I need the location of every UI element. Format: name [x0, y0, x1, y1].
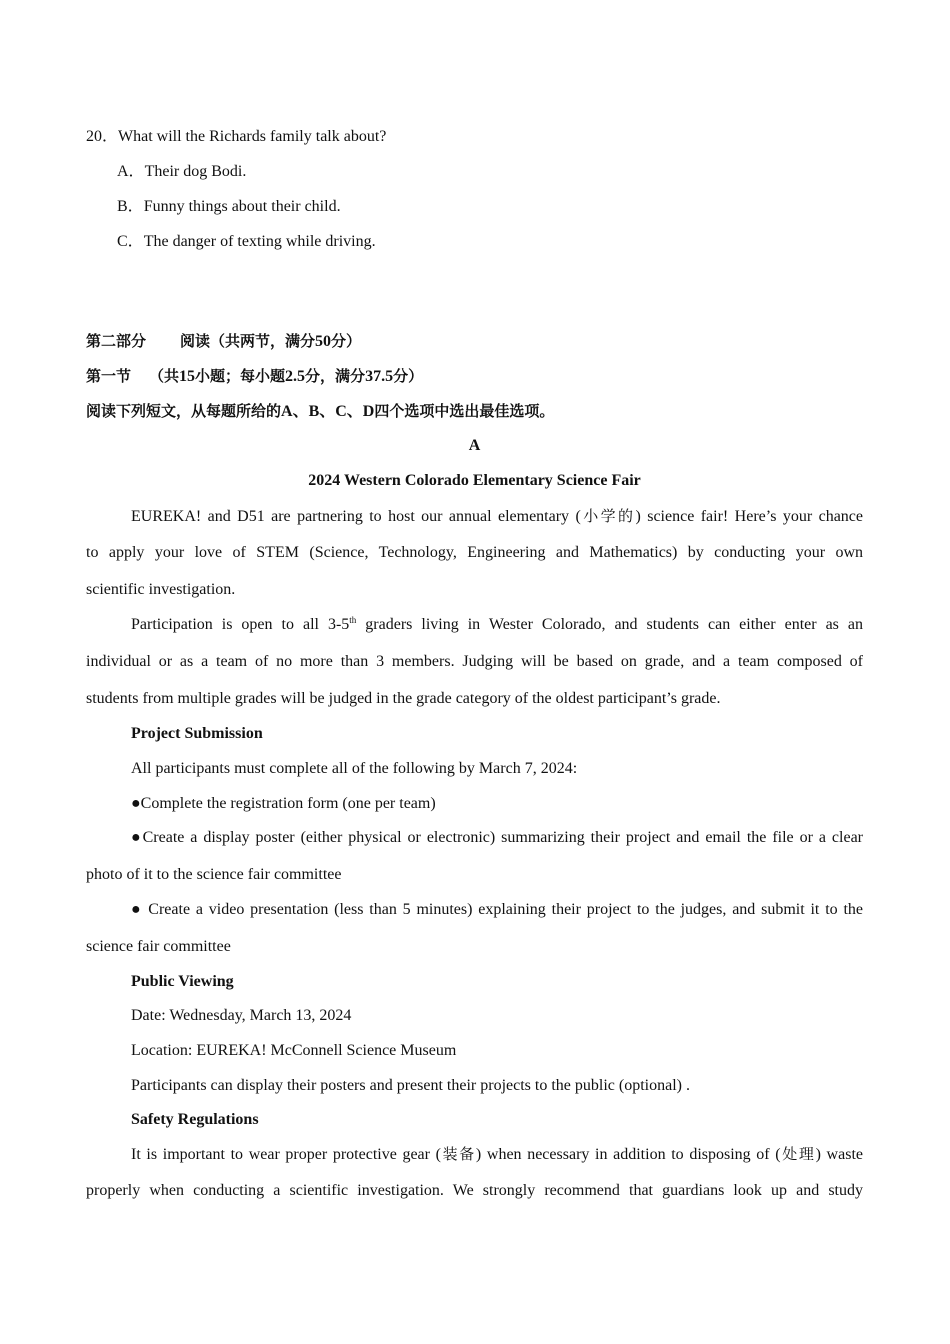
- option-a: [117, 162, 246, 182]
- option-text: Funny things about their child.: [143, 198, 341, 215]
- paragraph-2-line-2: individual or as a team of no more than 3 members. Judging will be based on grade, and a team composed of: [86, 653, 863, 670]
- subsection-text-a: （共: [149, 367, 180, 385]
- instructions: [86, 401, 554, 422]
- text-run: Participation is open to all 3-5: [131, 616, 350, 633]
- paragraph-1-line-3: scientific investigation.: [86, 581, 236, 598]
- safety-line-2: properly when conducting a scientific investigation. We strongly recommend that guardians look up and study: [86, 1182, 863, 1199]
- submission-intro: All participants must complete all of the following by March 7, 2024:: [131, 760, 578, 777]
- text-run: EUREKA! and D51 are partnering to host our annual elementary (: [131, 508, 581, 525]
- passage-title: 2024 Western Colorado Elementary Science Fair: [308, 472, 641, 489]
- instructions-options: A、B、C、D: [281, 403, 375, 420]
- option-letter: A．: [117, 163, 145, 180]
- subsection-text-b: 小题；每小题: [195, 367, 286, 385]
- part-heading: [86, 331, 361, 352]
- bullet-poster-line-1: ●Create a display poster (either physical or electronic) summarizing their project and email the file or a clear: [131, 829, 863, 846]
- question-20: [86, 127, 386, 147]
- part-label: 第二部分: [86, 332, 147, 350]
- safety-line-1: [131, 1144, 863, 1165]
- paragraph-2-line-1: [131, 615, 863, 635]
- part-title-b: 分）: [331, 332, 362, 350]
- points-each: 2.5: [285, 368, 306, 385]
- passage-letter: A: [468, 437, 481, 454]
- instructions-text-a: 阅读下列短文，从每题所给的: [86, 402, 282, 420]
- question-text: What will the Richards family talk about?: [118, 128, 387, 145]
- viewing-note: Participants can display their posters and present their projects to the public (optional) .: [131, 1077, 690, 1094]
- bullet-video-line-2: science fair committee: [86, 938, 231, 955]
- subsection-label: 第一节: [86, 367, 132, 385]
- superscript: th: [349, 615, 357, 625]
- bullet-video-line-1: ● Create a video presentation (less than 5 minutes) explaining their project to the judges, and submit it to the: [131, 901, 863, 918]
- question-number: 20．: [86, 128, 119, 145]
- part-title-a: 阅读（共两节，满分: [180, 332, 316, 350]
- heading-safety-regulations: Safety Regulations: [131, 1111, 259, 1128]
- instructions-text-b: 四个选项中选出最佳选项。: [374, 402, 555, 420]
- subsection-text-c: 分，满分: [305, 367, 366, 385]
- paragraph-1-line-1: [131, 506, 863, 527]
- paragraph-1-line-2: to apply your love of STEM (Science, Technology, Engineering and Mathematics) by conducting your own: [86, 544, 863, 561]
- bullet-poster-line-2: photo of it to the science fair committee: [86, 866, 342, 883]
- points-total: 37.5: [365, 368, 394, 385]
- subsection-heading: [86, 366, 423, 387]
- option-b: [117, 197, 341, 217]
- heading-project-submission: Project Submission: [131, 725, 263, 742]
- option-text: The danger of texting while driving.: [143, 233, 376, 250]
- gloss-cn: 装备: [440, 1145, 476, 1163]
- option-letter: B．: [117, 198, 144, 215]
- viewing-location: Location: EUREKA! McConnell Science Museum: [131, 1042, 457, 1059]
- subsection-text-d: 分）: [393, 367, 424, 385]
- question-count: 15: [179, 368, 196, 385]
- gloss-cn: 小学的: [580, 507, 636, 525]
- bullet-registration: ●Complete the registration form (one per team): [131, 795, 436, 812]
- text-run: ) waste: [815, 1146, 863, 1163]
- text-run: ) when necessary in addition to disposing of (: [475, 1146, 781, 1163]
- text-run: graders living in Wester Colorado, and students can either enter as an: [356, 616, 864, 633]
- option-letter: C．: [117, 233, 144, 250]
- heading-public-viewing: Public Viewing: [131, 973, 234, 990]
- option-text: Their dog Bodi.: [144, 163, 247, 180]
- viewing-date: Date: Wednesday, March 13, 2024: [131, 1007, 352, 1024]
- part-points: 50: [315, 333, 332, 350]
- text-run: ) science fair! Here’s your chance: [635, 508, 863, 525]
- text-run: It is important to wear proper protective gear (: [131, 1146, 441, 1163]
- gloss-cn: 处理: [780, 1145, 816, 1163]
- option-c: [117, 232, 376, 252]
- paragraph-2-line-3: students from multiple grades will be judged in the grade category of the oldest participant’s grade.: [86, 690, 721, 707]
